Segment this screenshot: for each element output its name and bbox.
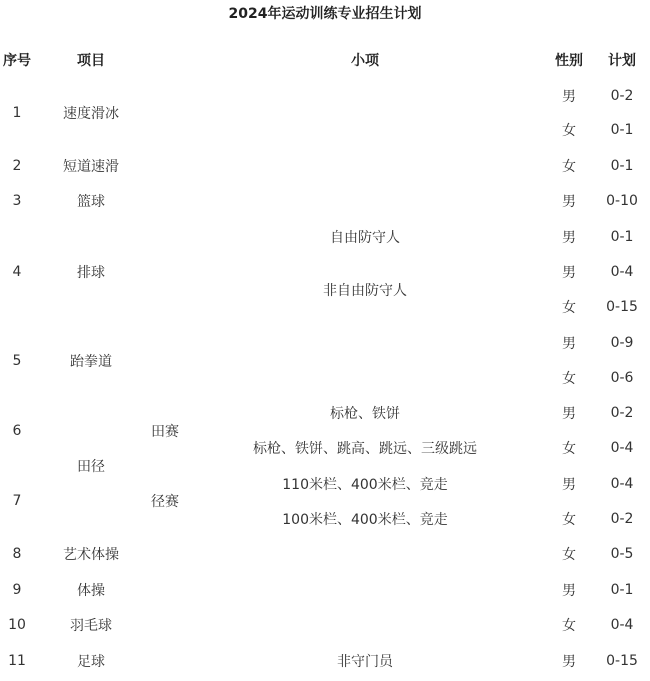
row-6-category: 田赛 xyxy=(151,424,179,440)
row-8-gender-1: 女 xyxy=(562,547,576,563)
row-7-gender-2: 女 xyxy=(562,512,576,528)
row-6-gender-1: 男 xyxy=(562,406,576,422)
row-7-sub-1: 110米栏、400米栏、竞走 xyxy=(282,477,448,493)
row-4-plan-3: 0-15 xyxy=(606,299,638,315)
row-9-item: 体操 xyxy=(77,583,105,599)
row-2-item: 短道速滑 xyxy=(63,159,119,175)
row-4-seq: 4 xyxy=(12,264,22,280)
header-plan: 计划 xyxy=(608,53,636,69)
row-4-item: 排球 xyxy=(77,265,105,281)
row-3-gender-1: 男 xyxy=(562,194,576,210)
row-10-plan-1: 0-4 xyxy=(610,617,634,633)
row-2-seq: 2 xyxy=(12,158,22,174)
row-11-sub-1: 非守门员 xyxy=(337,654,393,670)
row-6-sub-1: 标枪、铁饼 xyxy=(330,406,400,422)
row-7-category: 径赛 xyxy=(151,494,179,510)
row-10-gender-1: 女 xyxy=(562,618,576,634)
row-8-plan-1: 0-5 xyxy=(610,546,634,562)
row-11-item: 足球 xyxy=(77,654,105,670)
row-1-seq: 1 xyxy=(12,105,22,121)
row-9-seq: 9 xyxy=(12,582,22,598)
row-8-seq: 8 xyxy=(12,546,22,562)
row-7-sub-2: 100米栏、400米栏、竞走 xyxy=(282,512,448,528)
row-5-plan-2: 0-6 xyxy=(610,370,634,386)
row-8-item: 艺术体操 xyxy=(63,547,119,563)
row-2-gender-1: 女 xyxy=(562,159,576,175)
row-11-plan-1: 0-15 xyxy=(606,653,638,669)
row-4-plan-2: 0-4 xyxy=(610,264,634,280)
row-5-plan-1: 0-9 xyxy=(610,335,634,351)
row-1-plan-1: 0-2 xyxy=(610,88,634,104)
row-3-plan-1: 0-10 xyxy=(606,193,638,209)
row-7-gender-1: 男 xyxy=(562,477,576,493)
header-sub-event: 小项 xyxy=(351,53,379,69)
row-1-gender-1: 男 xyxy=(562,89,576,105)
row-2-plan-1: 0-1 xyxy=(610,158,634,174)
header-gender: 性别 xyxy=(555,53,583,69)
row-5-gender-2: 女 xyxy=(562,371,576,387)
row-6-seq: 6 xyxy=(12,423,22,439)
row-7-plan-2: 0-2 xyxy=(610,511,634,527)
header-item: 项目 xyxy=(77,53,105,69)
row-4-plan-1: 0-1 xyxy=(610,229,634,245)
row-3-item: 篮球 xyxy=(77,194,105,210)
row-10-seq: 10 xyxy=(8,617,26,633)
row-4-gender-3: 女 xyxy=(562,300,576,316)
row-1-plan-2: 0-1 xyxy=(610,122,634,138)
row-6-gender-2: 女 xyxy=(562,441,576,457)
row-6-plan-1: 0-2 xyxy=(610,405,634,421)
row-11-gender-1: 男 xyxy=(562,654,576,670)
row-9-gender-1: 男 xyxy=(562,583,576,599)
row-9-plan-1: 0-1 xyxy=(610,582,634,598)
row-6-plan-2: 0-4 xyxy=(610,440,634,456)
athletics-item: 田径 xyxy=(77,459,105,475)
row-3-seq: 3 xyxy=(12,193,22,209)
row-10-item: 羽毛球 xyxy=(70,618,112,634)
row-4-sub-1: 自由防守人 xyxy=(330,230,400,246)
header-seq: 序号 xyxy=(3,53,31,69)
row-6-sub-2: 标枪、铁饼、跳高、跳远、三级跳远 xyxy=(253,441,477,457)
row-7-seq: 7 xyxy=(12,493,22,509)
row-4-gender-2: 男 xyxy=(562,265,576,281)
page-title: 2024年运动训练专业招生计划 xyxy=(228,6,422,22)
row-5-item: 跆拳道 xyxy=(70,354,112,370)
row-5-seq: 5 xyxy=(12,353,22,369)
row-4-sub-2: 非自由防守人 xyxy=(323,283,407,299)
row-1-gender-2: 女 xyxy=(562,123,576,139)
row-11-seq: 11 xyxy=(8,653,26,669)
row-4-gender-1: 男 xyxy=(562,230,576,246)
row-5-gender-1: 男 xyxy=(562,336,576,352)
row-1-item: 速度滑冰 xyxy=(63,106,119,122)
row-7-plan-1: 0-4 xyxy=(610,476,634,492)
